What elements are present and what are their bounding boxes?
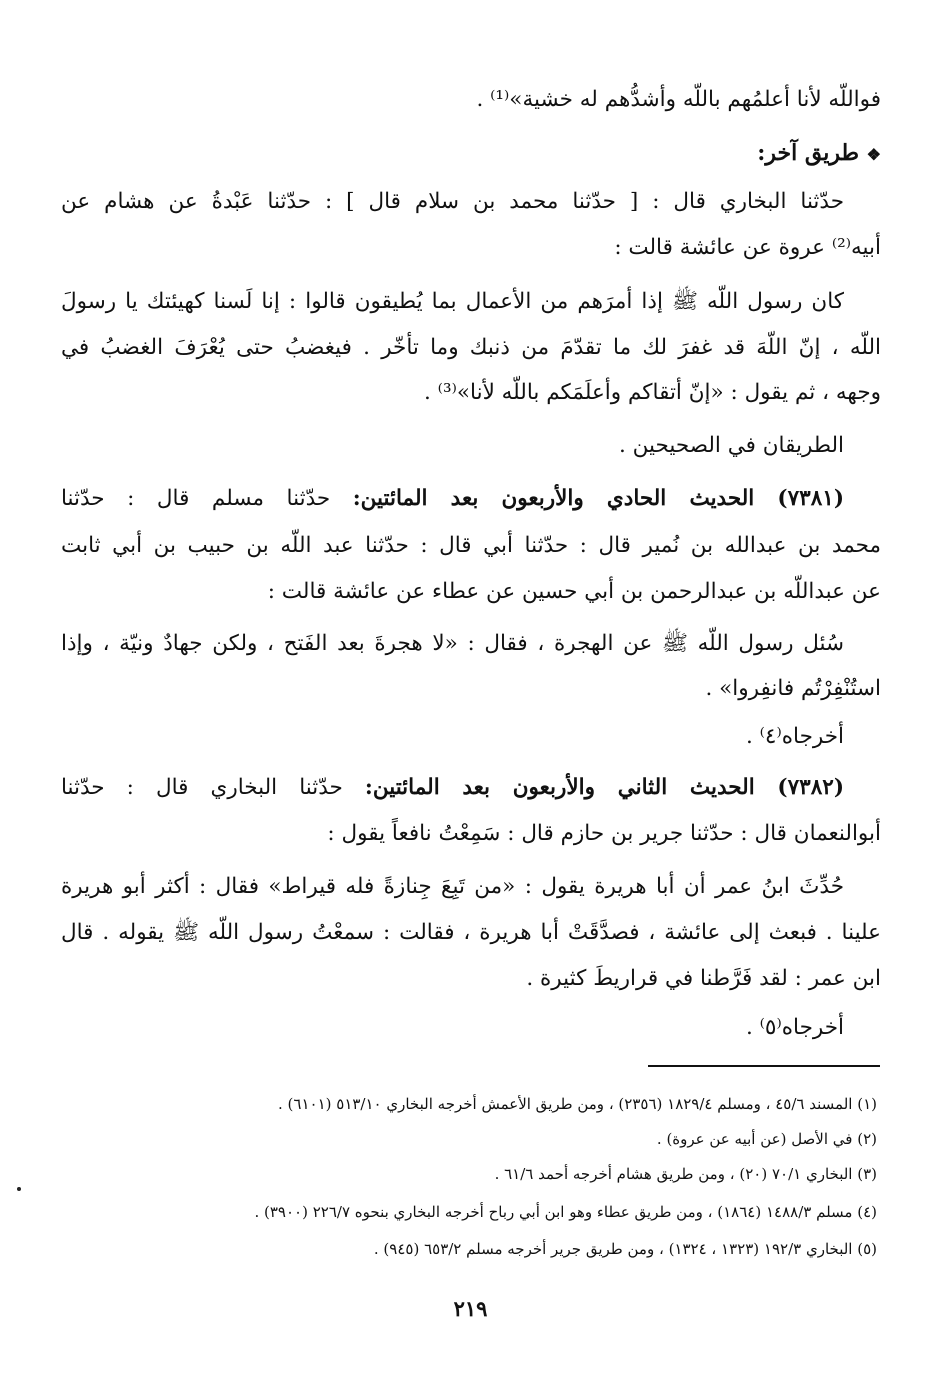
text-line: ابن عمر : لقد فَرَّطنا في قراريطَ كثيرة . bbox=[526, 966, 881, 991]
text-line: وجهه ، ثم يقول : «إنّ أتقاكم وأعلَمَكم باللّه لأنا»⁽³⁾ . bbox=[424, 380, 881, 405]
text-line: كان رسول اللّه ﷺ إذا أمرَهم من الأعمال بما يُطيقون قالوا : إنا لَسنا كهيئتك يا رسولَ bbox=[61, 289, 844, 314]
text-line: أخرجاه⁽٥⁾ . bbox=[745, 1015, 844, 1040]
text-line: عن عبداللّه بن عبدالرحمن بن أبي حسين عن عطاء عن عائشة قالت : bbox=[267, 579, 881, 604]
footnote-separator bbox=[648, 1065, 880, 1067]
hadith-heading: (٧٣٨٢) الحديث الثاني والأربعون بعد المائتين: bbox=[364, 775, 844, 800]
text-line: فواللّه لأنا أعلمُهم باللّه وأشدُّهم له خشية»⁽¹⁾ . bbox=[476, 87, 881, 112]
section-heading-text: طريق آخر: bbox=[757, 140, 859, 166]
footnote: (١) المسند ٤٥/٦ ، ومسلم ١٨٢٩/٤ (٢٣٥٦) ، ومن طريق الأعمش أخرجه البخاري ٥١٣/١٠ (٦١٠١) . bbox=[278, 1095, 877, 1113]
hadith-heading: (٧٣٨١) الحديث الحادي والأربعون بعد المائتين: bbox=[352, 486, 844, 511]
text-line: حُدِّثَ ابنُ عمر أن أبا هريرة يقول : «من تَبِعَ جِنازةً فله قيراط» فقال : أكثر أبو هريرة bbox=[61, 874, 844, 899]
hadith-heading-line bbox=[61, 483, 844, 515]
text-line: أبيه⁽²⁾ عروة عن عائشة قالت : bbox=[614, 235, 881, 260]
text-line: محمد بن عبدالله بن نُمير قال : حدّثنا أبي قال : حدّثنا عبد اللّه بن حبيب بن أبي ثابت bbox=[61, 533, 881, 558]
text-line: استُنْفِرْتُم فانفِروا» . bbox=[705, 676, 881, 701]
text-line: حدّثنا البخاري قال : [ حدّثنا محمد بن سلام قال ] : حدّثنا عَبْدةُ عن هشام عن bbox=[61, 189, 844, 214]
text-line: علينا . فبعث إلى عائشة ، فصدَّقَتْ أبا هريرة ، فقالت : سمعْتُ رسول اللّه ﷺ يقوله . قال bbox=[61, 920, 881, 945]
hadith-heading-line bbox=[61, 772, 844, 804]
text-line: اللّه ، إنّ اللّهَ قد غفرَ لك ما تقدّمَ من ذنبك وما تأخّر . فيغضبُ حتى يُعْرَفَ الغضبُ في bbox=[61, 335, 881, 360]
footnote: (٤) مسلم ١٤٨٨/٣ (١٨٦٤) ، ومن طريق عطاء وهو ابن أبي رباح أخرجه البخاري بنحوه ٢٢٦/٧ (٣٩٠٠) . bbox=[254, 1203, 877, 1221]
diamond-bullet-icon: ❖ bbox=[866, 145, 881, 164]
hadith-isnad-start: حدّثنا مسلم قال : حدّثنا bbox=[61, 486, 331, 511]
footnote: (٣) البخاري ٧٠/١ (٢٠) ، ومن طريق هشام أخرجه أحمد ٦١/٦ . bbox=[494, 1165, 877, 1183]
footnote: (٥) البخاري ١٩٢/٣ (١٣٢٣ ، ١٣٢٤) ، ومن طريق جرير أخرجه مسلم ٦٥٣/٢ (٩٤٥) . bbox=[373, 1240, 877, 1258]
text-line: سُئل رسول اللّه ﷺ عن الهجرة ، فقال : «لا هجرةَ بعد الفَتح ، ولكن جهادٌ ونيّة ، وإذا bbox=[61, 631, 844, 656]
hadith-isnad-start: حدّثنا البخاري قال : حدّثنا bbox=[61, 775, 343, 800]
text-line: أخرجاه⁽٤⁾ . bbox=[745, 724, 844, 749]
text-line: الطريقان في الصحيحين . bbox=[618, 433, 844, 458]
scan-speck bbox=[17, 1187, 21, 1191]
page-number: ٢١٩ bbox=[453, 1296, 488, 1321]
text-line: أبوالنعمان قال : حدّثنا جرير بن حازم قال : سَمِعْتُ نافعاً يقول : bbox=[327, 821, 881, 846]
footnote: (٢) في الأصل (عن أبيه عن عروة) . bbox=[656, 1130, 877, 1148]
section-heading bbox=[61, 137, 881, 171]
